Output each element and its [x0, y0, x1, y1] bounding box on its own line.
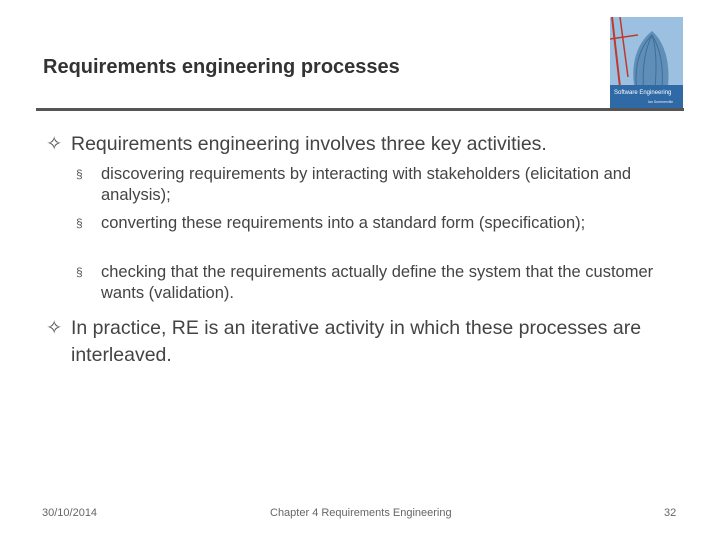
subbullet-1-text: discovering requirements by interacting with stakeholders (elicitation and analysis); [101, 165, 632, 204]
cover-author-text: Ian Sommerville [648, 100, 674, 104]
footer-chapter: Chapter 4 Requirements Engineering [270, 507, 452, 519]
bullet-1 [46, 131, 686, 158]
cover-title-band [610, 85, 683, 108]
subbullet-3 [76, 262, 676, 304]
footer-date: 30/10/2014 [42, 507, 98, 519]
subbullet-marker-icon: § [76, 167, 83, 181]
slide-title: Requirements engineering processes [43, 56, 400, 78]
subbullet-marker-icon: § [76, 265, 83, 279]
subbullet-1 [76, 164, 676, 206]
bullet-2-text: In practice, RE is an iterative activity in which these processes are interleaved. [71, 317, 642, 366]
subbullet-marker-icon: § [76, 216, 83, 230]
subbullet-2 [76, 213, 676, 234]
cover-illustration [610, 17, 683, 108]
subbullet-2-text: converting these requirements into a standard form (specification); [101, 214, 586, 232]
bullet-marker-icon: ✧ [46, 133, 63, 155]
bullet-marker-icon: ✧ [46, 317, 63, 339]
cover-title-text: Software Engineering [614, 90, 672, 96]
footer-page-number: 32 [664, 507, 677, 519]
subbullet-3-text: checking that the requirements actually define the system that the customer wants (validation). [101, 263, 654, 302]
bullet-1-text: Requirements engineering involves three key activities. [71, 133, 547, 155]
bullet-2 [46, 315, 666, 369]
book-cover-image [610, 17, 683, 108]
title-divider [36, 108, 684, 111]
